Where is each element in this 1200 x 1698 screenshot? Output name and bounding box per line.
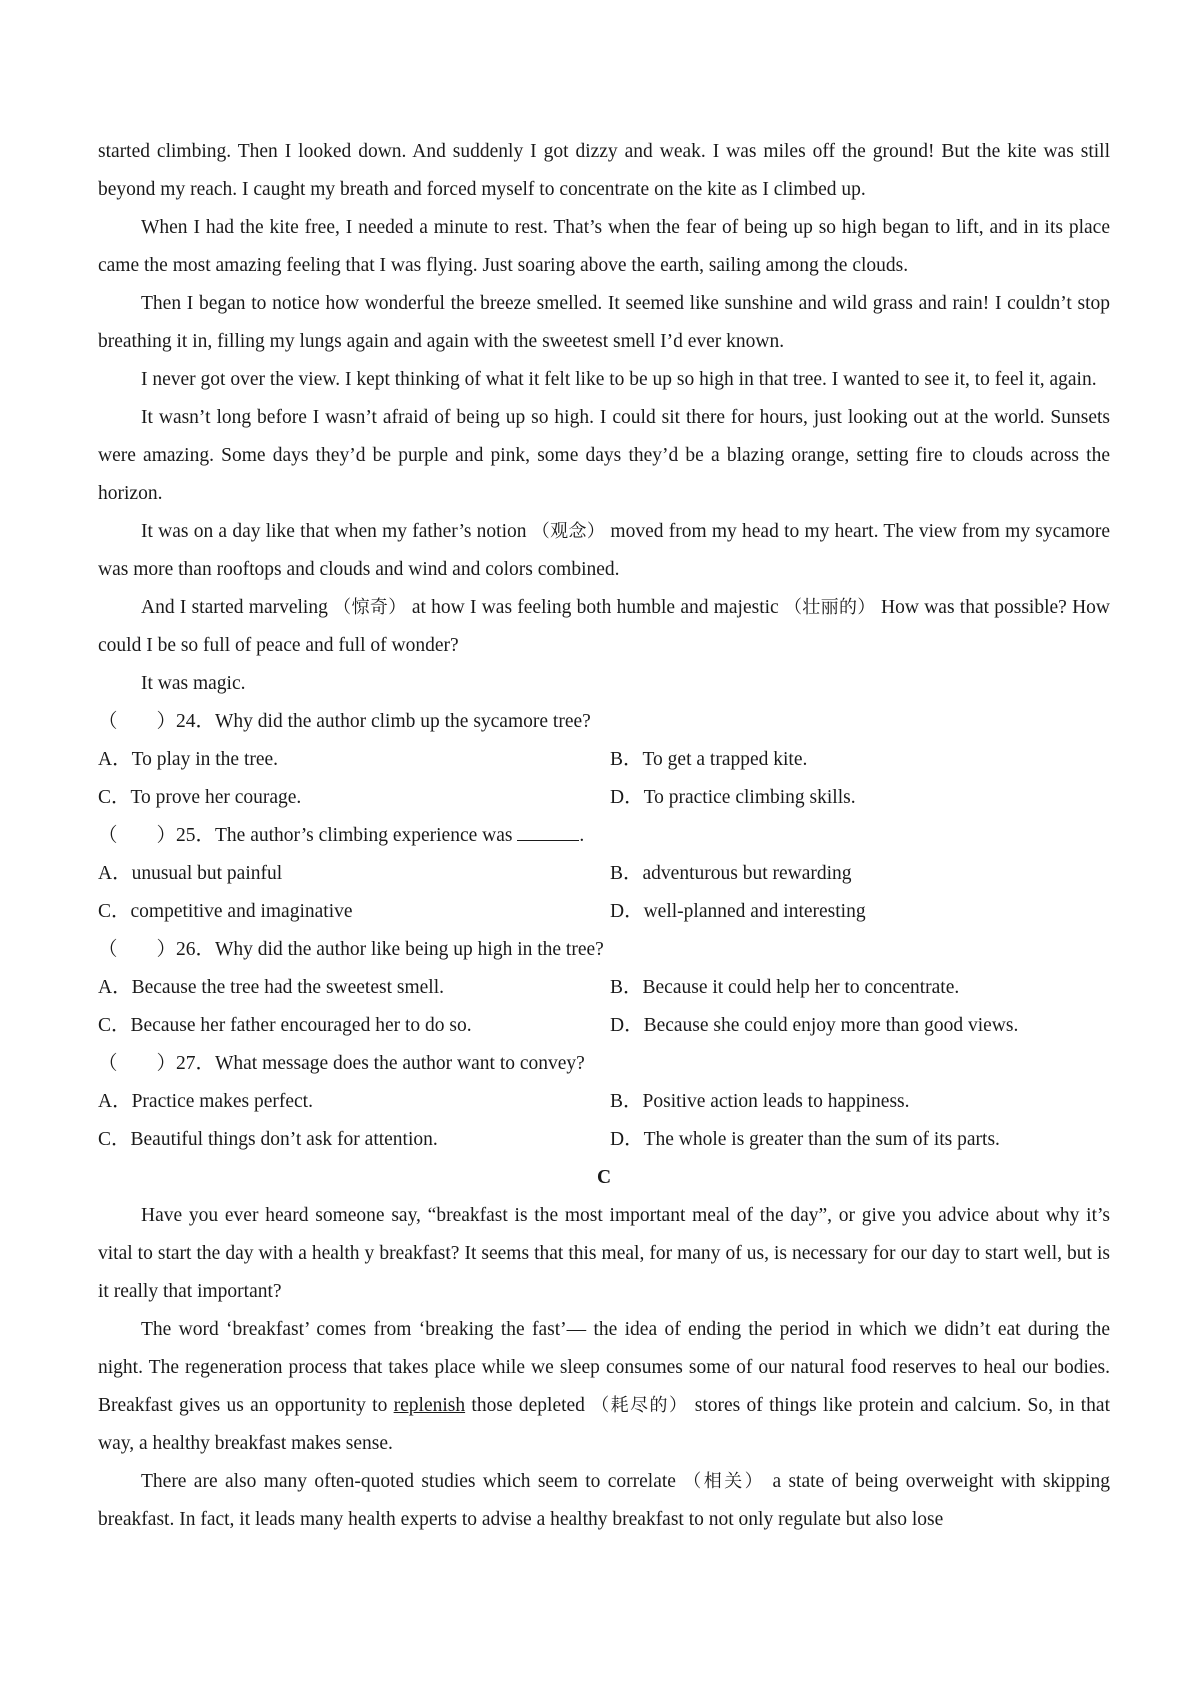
text-segment: a state of being overweight with skipping breakfast. In fact, it leads many health experts to advise a healthy breakfast to not only regulate but also lose xyxy=(98,1471,1111,1530)
answer-blank xyxy=(517,822,579,841)
option-b[interactable]: B．Positive action leads to happiness. xyxy=(610,1091,910,1112)
question-25-stem xyxy=(98,817,1110,855)
passage-c-paragraph-1: Have you ever heard someone say, “breakfast is the most important meal of the day”, or give you advice about why it’s vital to start the day with a health y breakfast? It seems that this meal, for many of us, is necessary for our day to start well, but is it really that important? xyxy=(98,1205,1110,1302)
option-c[interactable]: C．Because her father encouraged her to do so. xyxy=(98,1015,472,1036)
document-page xyxy=(98,133,1110,1539)
text-segment: How was that possible? How could I be so full of peace and full of wonder? xyxy=(98,597,1110,656)
chinese-gloss: （相关） xyxy=(683,1471,766,1492)
chinese-gloss: （观念） xyxy=(531,521,606,542)
text-segment: There are also many often-quoted studies which seem to correlate xyxy=(141,1471,684,1492)
option-a[interactable]: A．Because the tree had the sweetest smell. xyxy=(98,977,445,998)
passage-b-paragraph-6 xyxy=(98,513,1110,589)
option-c[interactable]: C．Beautiful things don’t ask for attention. xyxy=(98,1129,438,1150)
passage-b-paragraph-1: started climbing. Then I looked down. And suddenly I got dizzy and weak. I was miles off the ground! But the kite was still beyond my reach. I caught my breath and forced myself to concentrate on the kite as I climbed up. xyxy=(98,141,1110,200)
option-a[interactable]: A．Practice makes perfect. xyxy=(98,1091,313,1112)
question-24-options-row-2 xyxy=(98,779,1110,817)
option-d[interactable]: D．To practice climbing skills. xyxy=(610,787,856,808)
option-d[interactable]: D．Because she could enjoy more than good views. xyxy=(610,1015,1019,1036)
passage-b-paragraph-8: It was magic. xyxy=(141,673,246,694)
option-c[interactable]: C．competitive and imaginative xyxy=(98,901,353,922)
question-26-options-row-2 xyxy=(98,1007,1110,1045)
passage-c-paragraph-3 xyxy=(98,1463,1110,1539)
passage-b-paragraph-2: When I had the kite free, I needed a minute to rest. That’s when the fear of being up so high began to lift, and in its place came the most amazing feeling that I was flying. Just soaring above the earth, sailing among the clouds. xyxy=(98,217,1110,276)
text-segment: stores of things like protein and calcium. So, in that way, a healthy breakfast makes sense. xyxy=(98,1395,1111,1454)
question-27-options-row-1 xyxy=(98,1083,1110,1121)
option-d[interactable]: D．well-planned and interesting xyxy=(610,901,866,922)
option-b[interactable]: B．adventurous but rewarding xyxy=(610,863,852,884)
text-segment: . xyxy=(579,825,585,846)
chinese-gloss: （耗尽的） xyxy=(591,1395,689,1416)
section-c-title: C xyxy=(596,1167,612,1188)
question-27-options-row-2 xyxy=(98,1121,1110,1159)
text-segment: And I started marveling xyxy=(141,597,334,618)
chinese-gloss: （壮丽的） xyxy=(783,597,876,618)
question-25-options-row-2 xyxy=(98,893,1110,931)
passage-b-paragraph-5: It wasn’t long before I wasn’t afraid of being up so high. I could sit there for hours, just looking out at the world. Sunsets were amazing. Some days they’d be purple and pink, some days they’d be a blazing orange, setting fire to clouds across the horizon. xyxy=(98,407,1110,504)
chinese-gloss: （惊奇） xyxy=(333,597,407,618)
option-d[interactable]: D．The whole is greater than the sum of its parts. xyxy=(610,1129,1000,1150)
text-segment: at how I was feeling both humble and majestic xyxy=(406,597,784,618)
passage-b-paragraph-7 xyxy=(98,589,1110,665)
underlined-word: replenish xyxy=(393,1395,466,1416)
question-25-options-row-1 xyxy=(98,855,1110,893)
passage-c-paragraph-2 xyxy=(98,1311,1110,1463)
text-segment: （ ）25．The author’s climbing experience was xyxy=(98,825,518,846)
option-a[interactable]: A．unusual but painful xyxy=(98,863,283,884)
question-26-stem: （ ）26．Why did the author like being up high in the tree? xyxy=(98,939,604,960)
question-27-stem: （ ）27．What message does the author want to convey? xyxy=(98,1053,585,1074)
text-segment: The word ‘breakfast’ comes from ‘breaking the fast’— the idea of ending the period in which we didn’t eat during the night. The regeneration process that takes place while we sleep consumes some of our natural food reserves to heal our bodies. Breakfast gives us an opportunity to xyxy=(98,1319,1110,1416)
option-b[interactable]: B．To get a trapped kite. xyxy=(610,749,808,770)
question-24-options-row-1 xyxy=(98,741,1110,779)
text-segment: It was on a day like that when my father’s notion xyxy=(141,521,532,542)
text-segment: moved from my head to my heart. The view from my sycamore was more than rooftops and clouds and wind and colors combined. xyxy=(98,521,1111,580)
passage-b-paragraph-3: Then I began to notice how wonderful the breeze smelled. It seemed like sunshine and wild grass and rain! I couldn’t stop breathing it in, filling my lungs again and again with the sweetest smell I’d ever known. xyxy=(98,293,1110,352)
option-a[interactable]: A．To play in the tree. xyxy=(98,749,279,770)
question-24-stem: （ ）24．Why did the author climb up the sycamore tree? xyxy=(98,711,591,732)
option-c[interactable]: C．To prove her courage. xyxy=(98,787,302,808)
text-segment: those depleted xyxy=(465,1395,592,1416)
option-b[interactable]: B．Because it could help her to concentrate. xyxy=(610,977,960,998)
passage-b-paragraph-4: I never got over the view. I kept thinking of what it felt like to be up so high in that tree. I wanted to see it, to feel it, again. xyxy=(141,369,1097,390)
question-26-options-row-1 xyxy=(98,969,1110,1007)
